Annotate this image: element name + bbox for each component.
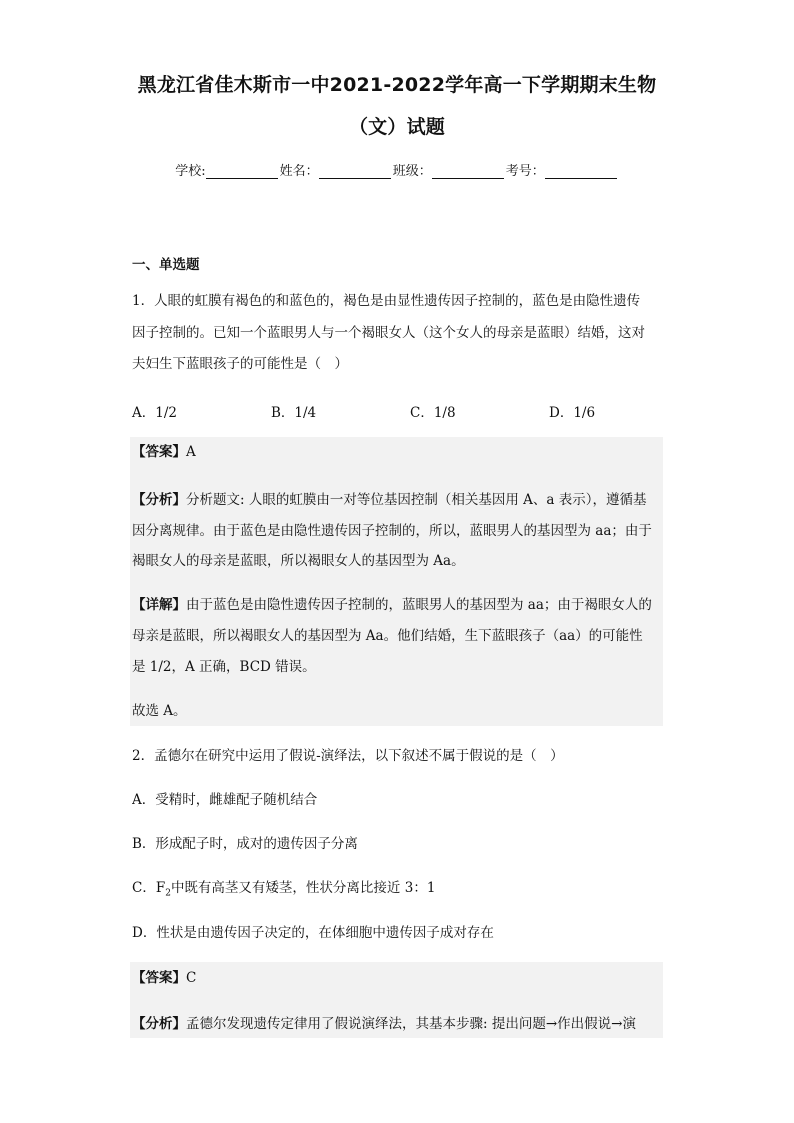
q2-option-c-subscript: 2 bbox=[165, 888, 171, 899]
q1-detail-line1 bbox=[132, 591, 664, 620]
q2-option-c bbox=[132, 874, 664, 909]
q2-stem: 2．孟德尔在研究中运用了假说-演绎法，以下叙述不属于假说的是（ ） bbox=[132, 748, 564, 764]
q1-analysis-line2: 因分离规律。由于蓝色是由隐性遗传因子控制的，所以，蓝眼男人的基因型为 aa；由于 bbox=[132, 523, 652, 539]
q2-option-d: D．性状是由遗传因子决定的，在体细胞中遗传因子成对存在 bbox=[132, 925, 494, 941]
answer-value: C bbox=[186, 970, 197, 986]
section-title: 一、单选题 bbox=[132, 257, 200, 273]
detail-label: 【详解】 bbox=[132, 597, 186, 613]
school-label: 学校: bbox=[175, 164, 206, 179]
q1-option-b: B．1/4 bbox=[271, 405, 317, 421]
analysis-label: 【分析】 bbox=[132, 1016, 186, 1032]
name-blank[interactable] bbox=[319, 164, 391, 179]
school-blank[interactable] bbox=[206, 164, 278, 179]
q2-option-c-prefix: C．F bbox=[132, 880, 166, 896]
q1-stem-line3: 夫妇生下蓝眼孩子的可能性是（ ） bbox=[132, 356, 348, 372]
q1-option-c: C．1/8 bbox=[410, 405, 456, 421]
name-label: 姓名： bbox=[279, 164, 319, 179]
answer-value: A bbox=[186, 444, 196, 460]
analysis-text: 分析题文: 人眼的虹膜由一对等位基因控制（相关基因用 A、a 表示），遵循基 bbox=[186, 492, 647, 508]
detail-text: 由于蓝色是由隐性遗传因子控制的，蓝眼男人的基因型为 aa；由于褐眼女人的 bbox=[186, 597, 652, 613]
answer-label: 【答案】 bbox=[132, 970, 186, 986]
q1-stem-line2: 因子控制的。已知一个蓝眼男人与一个褐眼女人（这个女人的母亲是蓝眼）结婚，这对 bbox=[132, 325, 645, 341]
class-label: 班级： bbox=[392, 164, 432, 179]
q1-answer-block bbox=[130, 437, 663, 726]
answer-label: 【答案】 bbox=[132, 444, 186, 460]
analysis-label: 【分析】 bbox=[132, 492, 186, 508]
q1-analysis-line1 bbox=[132, 486, 664, 515]
q2-analysis-line1 bbox=[132, 1010, 664, 1039]
q2-option-c-text: 中既有高茎又有矮茎，性状分离比接近 3：1 bbox=[170, 880, 436, 896]
analysis-text: 孟德尔发现遗传定律用了假说演绎法，其基本步骤: 提出问题→作出假说→演 bbox=[186, 1016, 636, 1032]
document-title-line1: 黑龙江省佳木斯市一中2021-2022学年高一下学期期末生物 bbox=[137, 74, 657, 96]
q1-detail-line2: 母亲是蓝眼，所以褐眼女人的基因型为 Aa。他们结婚，生下蓝眼孩子（aa）的可能性 bbox=[132, 628, 643, 644]
number-label: 考号： bbox=[505, 164, 545, 179]
q1-option-d: D．1/6 bbox=[549, 405, 596, 421]
q1-answer bbox=[132, 438, 664, 467]
q1-detail-line3: 是 1/2，A 正确，BCD 错误。 bbox=[132, 659, 316, 675]
document-title-line2: （文）试题 bbox=[348, 116, 445, 138]
q1-option-a: A．1/2 bbox=[132, 405, 177, 421]
class-blank[interactable] bbox=[432, 164, 504, 179]
q1-conclusion: 故选 A。 bbox=[132, 703, 187, 719]
q2-option-b: B．形成配子时，成对的遗传因子分离 bbox=[132, 836, 358, 852]
q1-stem-line1: 1．人眼的虹膜有褐色的和蓝色的，褐色是由显性遗传因子控制的，蓝色是由隐性遗传 bbox=[132, 293, 641, 309]
q1-analysis-line3: 褐眼女人的母亲是蓝眼，所以褐眼女人的基因型为 Aa。 bbox=[132, 553, 465, 569]
q2-option-a: A．受精时，雌雄配子随机结合 bbox=[132, 792, 318, 808]
q2-answer bbox=[132, 964, 664, 993]
student-info-line bbox=[0, 160, 794, 179]
number-blank[interactable] bbox=[545, 164, 617, 179]
